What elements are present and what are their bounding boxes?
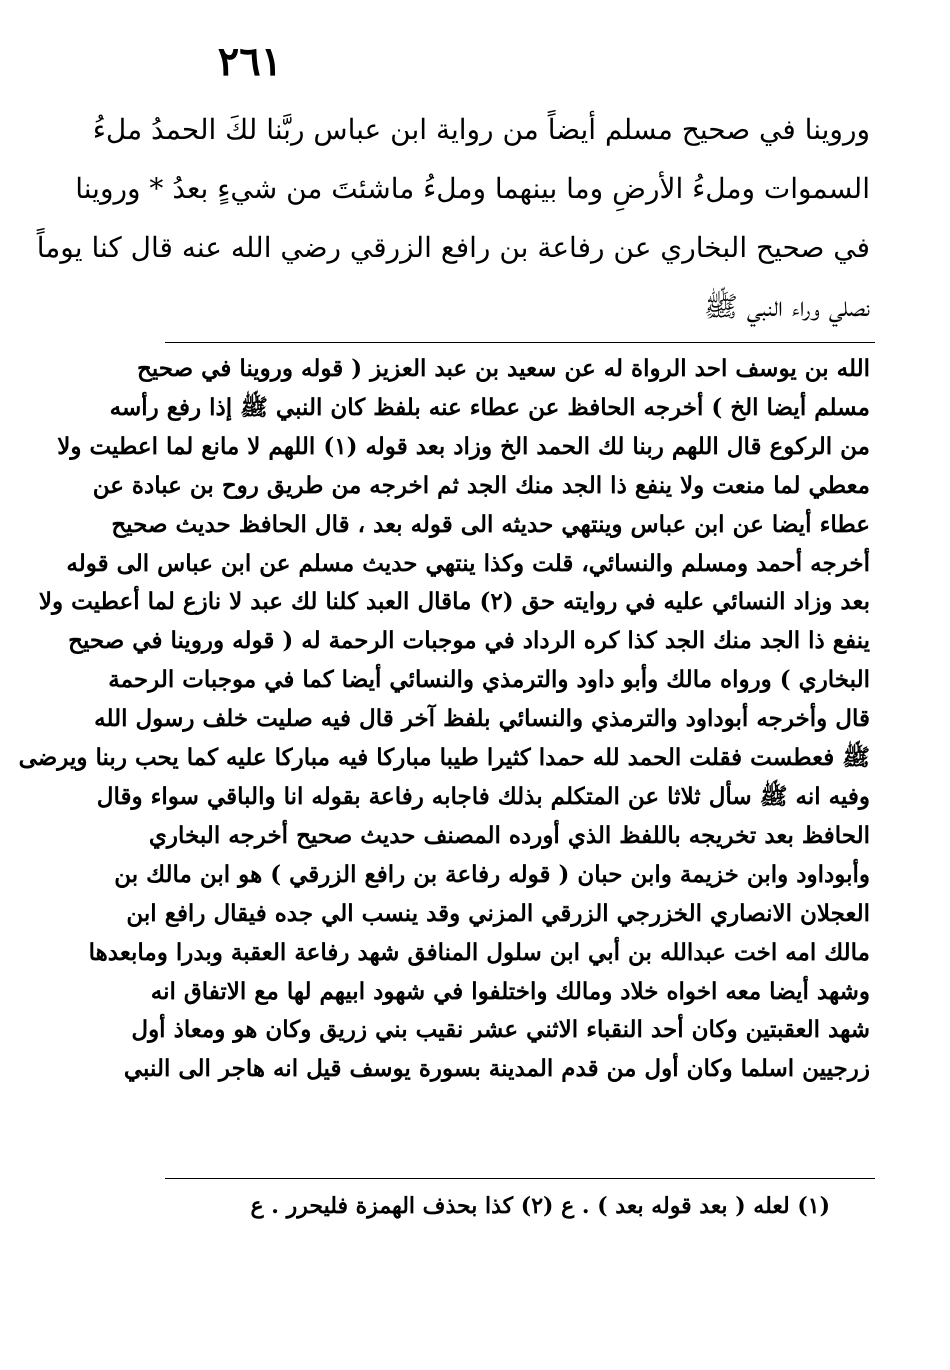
commentary-line: ينفع ذا الجد منك الجد كذا كره الرداد في موجبات الرحمة له ( قوله وروينا في صحيح: [68, 627, 870, 655]
commentary-line: ﷺ فعطست فقلت الحمد لله حمدا كثيرا طيبا مباركا فيه مباركا عليه كما يحب ربنا ويرضى: [18, 744, 870, 772]
commentary-line: معطي لما منعت ولا ينفع ذا الجد منك الجد ثم اخرجه من طريق روح بن عبادة عن: [92, 471, 870, 499]
commentary-line: وأبوداود وابن خزيمة وابن حبان ( قوله رفاعة بن رافع الزرقي ) هو ابن مالك بن: [114, 860, 870, 888]
page-number: ٢٦١: [217, 38, 283, 85]
footnote: [180, 1188, 830, 1224]
main-text-line: نصلي وراء النبي ﷺ: [704, 290, 870, 323]
footnote-line: (١) لعله ( بعد قوله بعد ) . ع (٢) كذا بحذف الهمزة فليحرر . ع: [250, 1193, 830, 1219]
commentary-line: الحافظ بعد تخريجه باللفظ الذي أورده المصنف حديث صحيح أخرجه البخاري: [148, 821, 870, 849]
footnote-separator-rule: [165, 1178, 875, 1179]
commentary-line: بعد وزاد النسائي عليه في روايته حق (٢) ماقال العبد كلنا لك عبد لا نازع لما أعطيت ولا: [38, 588, 870, 616]
commentary-line: من الركوع قال اللهم ربنا لك الحمد الخ وزاد بعد قوله (١) اللهم لا مانع لما اعطيت ولا: [57, 432, 870, 460]
commentary-line: زرجيين اسلما وكان أول من قدم المدينة بسورة يوسف قيل انه هاجر الى النبي: [123, 1055, 870, 1083]
commentary-line: أخرجه أحمد ومسلم والنسائي، قلت وكذا ينتهي حديث مسلم عن ابن عباس الى قوله: [66, 549, 870, 577]
commentary-line: عطاء أيضا عن ابن عباس وينتهي حديثه الى قوله بعد ، قال الحافظ حديث صحيح: [111, 510, 870, 538]
commentary-text: [18, 350, 870, 1089]
main-text-line: في صحيح البخاري عن رفاعة بن رافع الزرقي رضي الله عنه قال كنا يوماً: [36, 231, 870, 264]
commentary-line: وفيه انه ﷺ سأل ثلاثا عن المتكلم بذلك فاجابه رفاعة بقوله انا والباقي سواء وقال: [96, 782, 870, 810]
commentary-line: شهد العقبتين وكان أحد النقباء الاثني عشر نقيب بني زريق وكان هو ومعاذ أول: [131, 1016, 870, 1044]
commentary-line: العجلان الانصاري الخزرجي الزرقي المزني وقد ينسب الي جده فيقال رافع ابن: [126, 899, 870, 927]
commentary-line: مالك امه اخت عبدالله بن أبي ابن سلول المنافق شهد رفاعة العقبة وبدرا ومابعدها: [88, 938, 870, 966]
main-text: [36, 100, 870, 336]
commentary-line: مسلم أيضا الخ ) أخرجه الحافظ عن عطاء عنه بلفظ كان النبي ﷺ إذا رفع رأسه: [109, 393, 870, 421]
main-text-line: وروينا في صحيح مسلم أيضاً من رواية ابن عباس ربَّنا لكَ الحمدُ ملءُ: [92, 113, 870, 146]
commentary-line: وشهد أيضا معه اخواه خلاد ومالك واختلفوا في شهود ابيهم لها مع الاتفاق انه: [150, 977, 870, 1005]
commentary-line: قال وأخرجه أبوداود والترمذي والنسائي بلفظ آخر قال فيه صليت خلف رسول الله: [94, 705, 870, 733]
commentary-line: الله بن يوسف احد الرواة له عن سعيد بن عبد العزيز ( قوله وروينا في صحيح: [136, 355, 870, 382]
commentary-line: البخاري ) ورواه مالك وأبو داود والترمذي والنسائي أيضا كما في موجبات الرحمة: [108, 666, 870, 694]
main-text-line: السموات وملءُ الأرضِ وما بينهما وملءُ ماشئتَ من شيءٍ بعدُ * وروينا: [75, 172, 870, 205]
separator-rule: [165, 342, 875, 343]
